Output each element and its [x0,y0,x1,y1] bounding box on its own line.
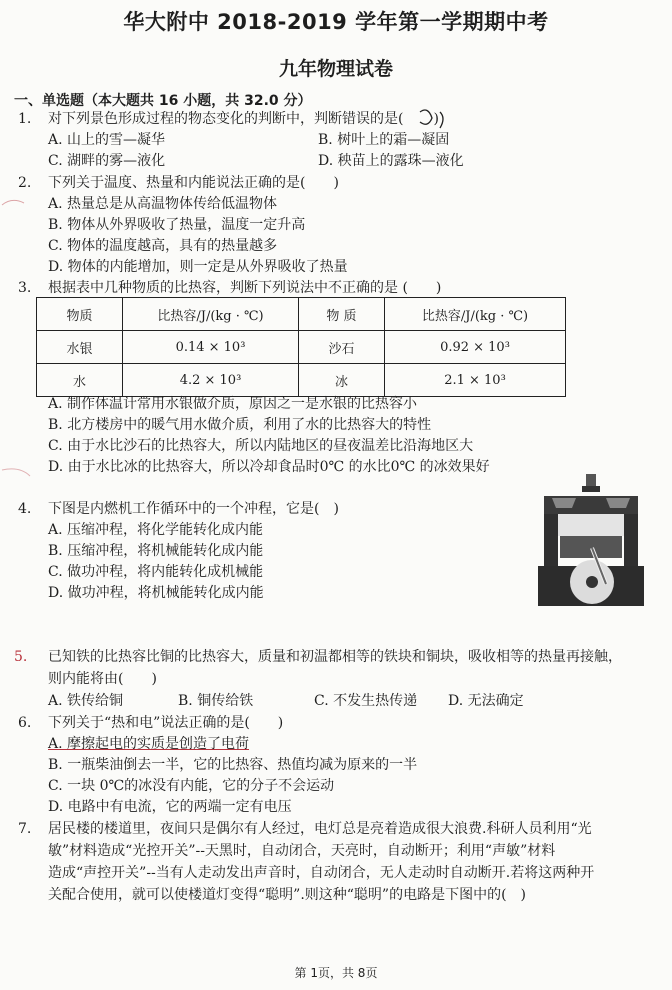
question-6-number: 6. [18,715,32,731]
table-cell: 4.2 × 10³ [123,364,299,397]
table-row [37,364,566,397]
question-2-option-b: B. 物体从外界吸收了热量，温度一定升高 [48,217,306,233]
table-cell: 水银 [37,331,123,364]
intake-valve-icon [552,498,576,508]
question-6-option-a: A. 摩擦起电的实质是创造了电荷 [48,736,250,752]
question-6-stem: 下列关于“热和电”说法正确的是( ) [48,715,284,731]
specific-heat-table [36,297,566,397]
table-cell: 0.14 × 10³ [123,331,299,364]
question-3-number: 3. [18,280,32,296]
question-1-option-c: C. 湖畔的雾—液化 [48,153,166,169]
question-3-option-c: C. 由于水比沙石的比热容大，所以内陆地区的昼夜温差比沿海地区大 [48,438,474,454]
exam-subtitle: 九年物理试卷 [278,58,393,80]
question-2-option-c: C. 物体的温度越高，具有的热量越多 [48,238,278,254]
question-4-number: 4. [18,501,32,517]
question-5-option-d: D. 无法确定 [448,693,524,709]
question-1-option-a: A. 山上的雪—凝华 [48,132,166,148]
question-7-line-2: 敏”材料造成“光控开关”--天黑时，自动闭合，天亮时，自动断开；利用“声敏”材料 [48,843,556,859]
question-7-line-4: 关配合使用，就可以使楼道灯变得“聪明”.则这种“聪明”的电路是下图中的( ) [48,887,527,903]
question-3-option-b: B. 北方楼房中的暖气用水做介质，利用了水的比热容大的特性 [48,417,432,433]
question-7-line-1: 居民楼的楼道里，夜间只是偶尔有人经过，电灯总是亮着造成很大浪费.科研人员利用“光 [48,821,592,837]
question-6-option-b: B. 一瓶柴油倒去一半，它的比热容、热值均减为原来的一半 [48,757,418,773]
question-2-option-a: A. 热量总是从高温物体传给低温物体 [48,196,278,212]
question-6-option-d: D. 电路中有电流，它的两端一定有电压 [48,799,292,815]
question-1-option-d: D. 秧苗上的露珠—液化 [318,153,464,169]
question-5-option-b: B. 铜传给铁 [178,693,254,709]
question-2-option-d: D. 物体的内能增加，则一定是从外界吸收了热量 [48,259,348,275]
question-3-option-a: A. 制作体温计常用水银做介质，原因之一是水银的比热容小 [48,396,418,412]
exam-title: 华大附中 2018-2019 学年第一学期期中考 [123,10,549,34]
question-1-option-b: B. 树叶上的霜—凝固 [318,132,450,148]
crankshaft-icon [586,576,598,588]
question-4-option-c: C. 做功冲程，将内能转化成机械能 [48,564,264,580]
question-2-stem: 下列关于温度、热量和内能说法正确的是( ) [48,175,339,191]
table-row [37,331,566,364]
table-header-row [37,298,566,331]
table-cell: 水 [37,364,123,397]
question-3-option-d: D. 由于水比冰的比热容大，所以冷却食品时0℃ 的水比0℃ 的冰效果好 [48,459,490,475]
table-cell: 2.1 × 10³ [385,364,566,397]
question-1-stem [48,110,439,128]
table-cell: 冰 [299,364,385,397]
engine-cylinder-diagram [536,474,646,609]
question-2-number: 2. [18,175,32,191]
question-5-option-c: C. 不发生热传递 [314,693,418,709]
table-header-cell: 物 质 [299,298,385,331]
question-1-paren-close: ) [433,111,439,127]
question-4-option-d: D. 做功冲程，将机械能转化成内能 [48,585,264,601]
table-cell: 沙石 [299,331,385,364]
exhaust-valve-icon [606,498,630,508]
question-5-number: 5. [14,649,28,665]
table-header-cell: 物质 [37,298,123,331]
question-4-option-b: B. 压缩冲程，将机械能转化成内能 [48,543,264,559]
question-7-line-3: 造成“声控开关”--当有人走动发出声音时，自动闭合，无人走动时自动断开.若将这两种开 [48,865,595,881]
table-header-cell: 比热容/J/(kg · ℃) [385,298,566,331]
spark-plug-icon [586,474,596,488]
question-5-option-a: A. 铁传给铜 [48,693,124,709]
question-5-stem-line-2: 则内能将由( ) [48,671,157,687]
question-5-stem-line-1: 已知铁的比热容比铜的比热容大，质量和初温都相等的铁块和铜块，吸收相等的热量再接触， [48,649,622,665]
question-6-option-c: C. 一块 0℃的冰没有内能，它的分子不会运动 [48,778,335,794]
question-4-stem: 下图是内燃机工作循环中的一个冲程，它是( ) [48,501,339,517]
piston-icon [560,536,622,558]
table-cell: 0.92 × 10³ [385,331,566,364]
question-7-number: 7. [18,821,32,837]
question-1-number: 1. [18,111,32,127]
question-3-stem: 根据表中几种物质的比热容，判断下列说法中不正确的是 ( ) [48,280,442,296]
question-1-stem-text: 对下列景色形成过程的物态变化的判断中，判断错误的是( [48,111,404,127]
page-footer: 第 1页，共 8页 [294,966,378,980]
table-header-cell: 比热容/J/(kg · ℃) [123,298,299,331]
question-4-option-a: A. 压缩冲程，将化学能转化成内能 [48,522,264,538]
section-heading: 一、单选题（本大题共 16 小题，共 32.0 分） [14,93,312,109]
